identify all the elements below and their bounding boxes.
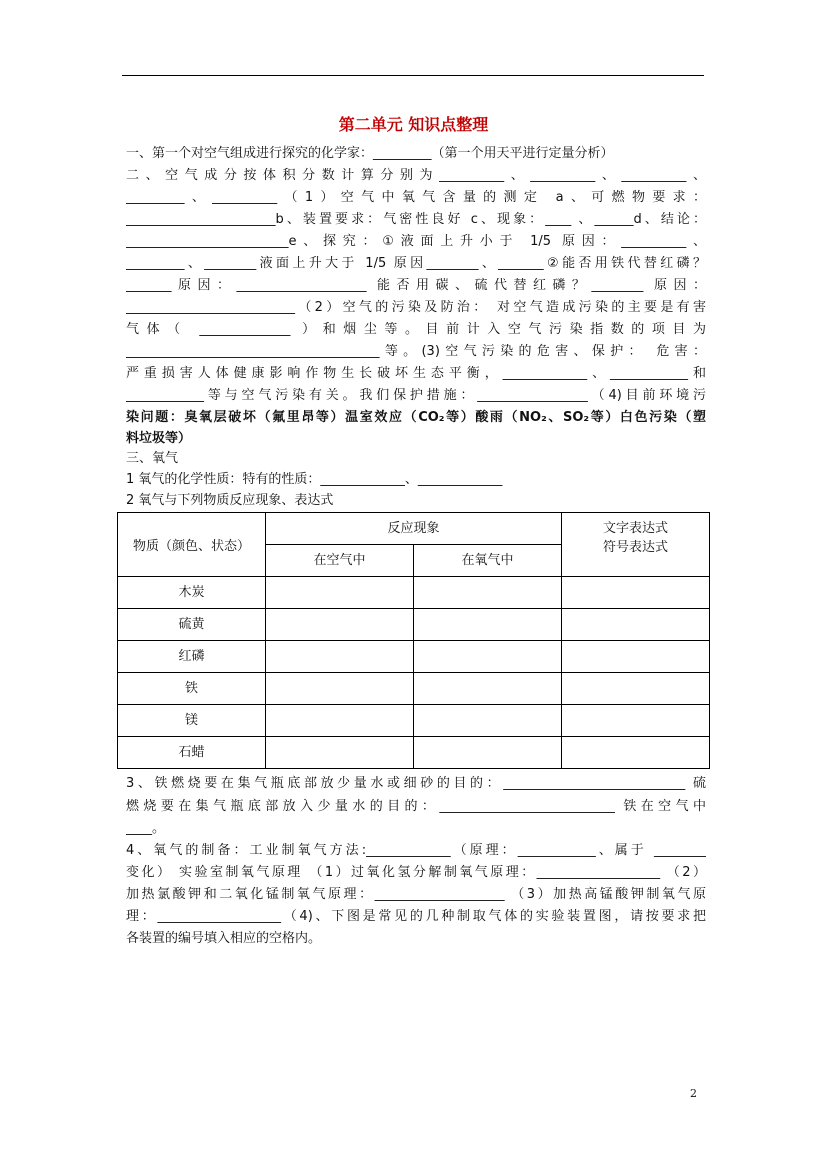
table-row-label: 红磷 bbox=[118, 641, 266, 673]
text-line: 二、空气成分按体积分数计算分别为__________、__________、__________、 bbox=[126, 168, 706, 183]
text-line: 染问题：臭氧层破坏（氟里昂等）温室效应（CO₂等）酸雨（NO₂、SO₂等）白色污染（塑 bbox=[126, 410, 706, 425]
text-line: 加热氯酸钾和二氧化锰制氧气原理：____________________ （3）加热高锰酸钾制氧气原 bbox=[126, 887, 706, 902]
header-expression-symbol: 符号表达式 bbox=[602, 540, 668, 555]
table-row-label: 木炭 bbox=[118, 577, 266, 609]
table-cell[interactable] bbox=[266, 577, 414, 609]
table-row-label: 镁 bbox=[118, 705, 266, 737]
table-cell[interactable] bbox=[414, 609, 562, 641]
text-line: _________、________液面上升大于 1/5 原因________、_______②能否用铁代替红磷？ bbox=[126, 256, 706, 271]
header-expression bbox=[562, 513, 710, 577]
page-title: 第二单元 知识点整理 bbox=[338, 115, 489, 134]
table-cell[interactable] bbox=[414, 705, 562, 737]
table-cell[interactable] bbox=[562, 609, 710, 641]
text-line: 各装置的编号填入相应的空格内。 bbox=[126, 931, 322, 946]
table-cell[interactable] bbox=[414, 737, 562, 769]
text-line: 理：___________________（4)、下图是常见的几种制取气体的实验装置图，请按要求把 bbox=[126, 909, 706, 924]
table-cell[interactable] bbox=[266, 705, 414, 737]
header-in-air: 在空气中 bbox=[266, 545, 414, 577]
text-line: 燃烧要在集气瓶底部放入少量水的目的：___________________________ 铁在空气中 bbox=[126, 799, 706, 814]
table-cell[interactable] bbox=[414, 673, 562, 705]
header-expression-text: 文字表达式 bbox=[602, 521, 668, 536]
table-row-label: 铁 bbox=[118, 673, 266, 705]
text-line: 2 氧气与下列物质反应现象、表达式 bbox=[126, 493, 334, 508]
table-row-label: 硫黄 bbox=[118, 609, 266, 641]
text-line: 4、氧气的制备：工业制氧气方法:_____________（原理：____________、属于 ________ bbox=[126, 843, 706, 858]
table-cell[interactable] bbox=[266, 641, 414, 673]
table-cell[interactable] bbox=[562, 641, 710, 673]
text-line: _________、__________（1）空气中氧气含量的测定 a、可燃物要求： bbox=[126, 190, 706, 205]
text-line: _______________________b、装置要求：气密性良好 c、现象：____ 、______d、结论： bbox=[126, 212, 706, 227]
text-line: 严重损害人体健康影响作物生长破坏生态平衡，_____________、____________和 bbox=[126, 366, 706, 381]
text-line: _______________________________________等。(3)空气污染的危害、保护： 危害： bbox=[126, 344, 706, 359]
header-substance: 物质（颜色、状态） bbox=[118, 513, 266, 577]
text-line: 3、铁燃烧要在集气瓶底部放少量水或细砂的目的：____________________________ 硫 bbox=[126, 776, 706, 791]
section-heading: 三、氧气 bbox=[126, 451, 179, 466]
text-line: _______原因：____________________ 能否用碳、硫代替红磷？________ 原因： bbox=[126, 278, 706, 293]
table-row-label: 石蜡 bbox=[118, 737, 266, 769]
text-line: _________________________e、探究：①液面上升小于 1/5 原因：__________、 bbox=[126, 234, 706, 249]
header-phenomenon: 反应现象 bbox=[266, 513, 562, 545]
header-in-oxygen: 在氧气中 bbox=[414, 545, 562, 577]
text-line: 1 氧气的化学性质：特有的性质：_____________、_____________ bbox=[126, 472, 503, 487]
text-line: 变化） 实验室制氧气原理 （1）过氧化氢分解制氧气原理：___________________ （2） bbox=[126, 865, 706, 880]
table-cell[interactable] bbox=[414, 577, 562, 609]
table-cell[interactable] bbox=[266, 673, 414, 705]
table-cell[interactable] bbox=[266, 737, 414, 769]
table-cell[interactable] bbox=[562, 705, 710, 737]
text-line: __________________________（2）空气的污染及防治： 对空气造成污染的主要是有害 bbox=[126, 300, 706, 315]
table-cell[interactable] bbox=[414, 641, 562, 673]
text-line: 一、第一个对空气组成进行探究的化学家：_________（第一个用天平进行定量分析） bbox=[126, 146, 614, 161]
text-line: 料垃圾等） bbox=[126, 431, 192, 446]
text-line: 气体（ ______________ ）和烟尘等。目前计入空气污染指数的项目为 bbox=[126, 322, 706, 337]
table-cell[interactable] bbox=[562, 577, 710, 609]
table-cell[interactable] bbox=[266, 609, 414, 641]
text-line: ____________等与空气污染有关。我们保护措施：_________________（4)目前环境污 bbox=[126, 388, 706, 403]
page-number: 2 bbox=[690, 1087, 697, 1100]
table-cell[interactable] bbox=[562, 737, 710, 769]
text-line: ____。 bbox=[126, 821, 166, 836]
reaction-table bbox=[117, 512, 710, 769]
header-rule bbox=[122, 75, 704, 76]
table-cell[interactable] bbox=[562, 673, 710, 705]
